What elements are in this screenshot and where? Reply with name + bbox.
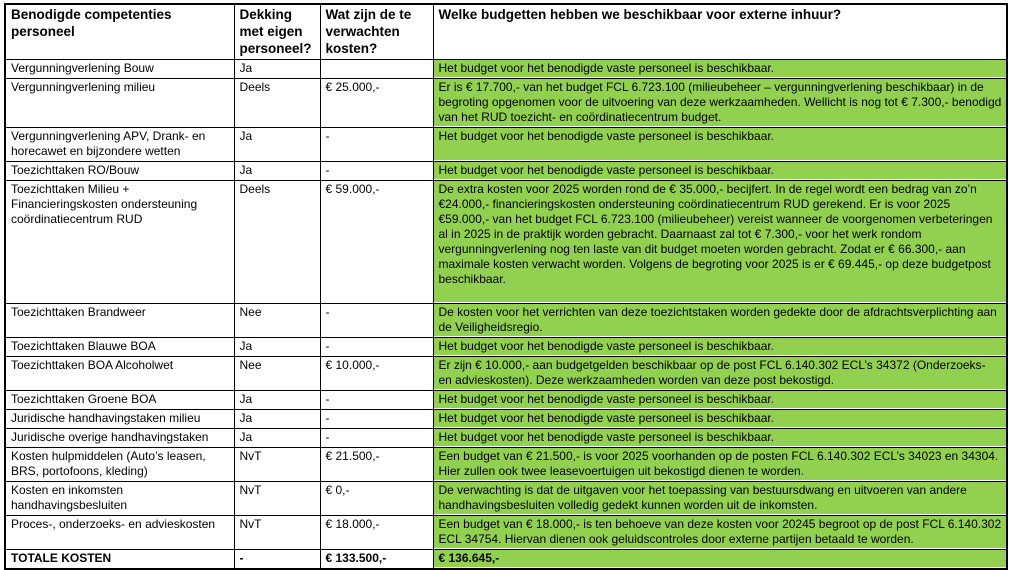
table-row (5, 338, 1007, 357)
cell-competentie: Toezichttaken Groene BOA (5, 391, 234, 410)
table-row (5, 410, 1007, 429)
col-header-kosten: Wat zijn de te verwachten kosten? (320, 4, 433, 60)
cell-kosten: - (320, 304, 433, 338)
cell-budget: Het budget voor het benodigde vaste personeel is beschikbaar. (433, 128, 1007, 162)
table-row (5, 482, 1007, 516)
cell-budget: Een budget van € 18.000,- is ten behoeve van deze kosten voor 20245 begroot op de post FCL 6.140.302 ECL 34754. Hiervan dienen ook geluidscontroles door externe partijen betaald te worden. (433, 516, 1007, 550)
table-row (5, 516, 1007, 550)
cell-budget: Het budget voor het benodigde vaste personeel is beschikbaar. (433, 391, 1007, 410)
cell-budget: De kosten voor het verrichten van deze toezichtstaken worden gedekte door de afdrachtsverplichting aan de Veiligheidsregio. (433, 304, 1007, 338)
table-row (5, 181, 1007, 304)
total-row (5, 550, 1007, 570)
table-row (5, 162, 1007, 181)
cell-dekking: Ja (234, 338, 320, 357)
cell-competentie: Toezichttaken Milieu + Financieringskosten ondersteuning coördinatiecentrum RUD (5, 181, 234, 304)
table-row (5, 79, 1007, 128)
cell-kosten: € 25.000,- (320, 79, 433, 128)
cell-dekking: NvT (234, 482, 320, 516)
table-row (5, 448, 1007, 482)
header-row (5, 4, 1007, 60)
cell-dekking: NvT (234, 516, 320, 550)
cell-budget: Het budget voor het benodigde vaste personeel is beschikbaar. (433, 429, 1007, 448)
cell-competentie: Juridische handhavingstaken milieu (5, 410, 234, 429)
table-row (5, 128, 1007, 162)
cell-competentie: Proces-, onderzoeks- en advieskosten (5, 516, 234, 550)
cell-budget: De verwachting is dat de uitgaven voor het toepassing van bestuursdwang en uitvoeren van andere handhavingsbesluiten volledig gedekt kunnen worden uit de inkomsten. (433, 482, 1007, 516)
cell-kosten: € 21.500,- (320, 448, 433, 482)
cell-budget: Er is € 17.700,- van het budget FCL 6.723.100 (milieubeheer – vergunningverlening beschikbaar) in de begroting opgenomen voor de uitvoering van deze werkzaamheden. Wellicht is nog tot € 7.300,- benodigd van het RUD toezicht- en coördinatiecentrum budget. (433, 79, 1007, 128)
cell-budget: Het budget voor het benodigde vaste personeel is beschikbaar. (433, 162, 1007, 181)
cell-competentie: Toezichttaken Brandweer (5, 304, 234, 338)
cell-dekking: Ja (234, 410, 320, 429)
cell-competentie: Toezichttaken RO/Bouw (5, 162, 234, 181)
cell-dekking: Ja (234, 128, 320, 162)
table-row (5, 391, 1007, 410)
cell-kosten: - (320, 128, 433, 162)
cell-dekking: Deels (234, 79, 320, 128)
cell-budget: Het budget voor het benodigde vaste personeel is beschikbaar. (433, 338, 1007, 357)
cell-budget: Het budget voor het benodigde vaste personeel is beschikbaar. (433, 410, 1007, 429)
col-header-competenties: Benodigde competenties personeel (5, 4, 234, 60)
cell-kosten: - (320, 429, 433, 448)
cell-dekking: Ja (234, 60, 320, 79)
cell-kosten: € 59.000,- (320, 181, 433, 304)
cell-total-dekking: - (234, 550, 320, 570)
cell-budget: Er zijn € 10.000,- aan budgetgelden beschikbaar op de post FCL 6.140.302 ECL’s 34372 (Onderzoeks- en advieskosten). Deze werkzaamheden worden van deze post bekostigd. (433, 357, 1007, 391)
table-row (5, 304, 1007, 338)
cell-dekking: Ja (234, 162, 320, 181)
cell-competentie: Vergunningverlening APV, Drank- en horecawet en bijzondere wetten (5, 128, 234, 162)
cell-budget: De extra kosten voor 2025 worden rond de € 35.000,- becijfert. In de regel wordt een bedrag van zo’n €24.000,- financieringskosten ondersteuning coördinatiecentrum RUD gerekend. Er is voor 2025 €59.000,- van het budget FCL 6.723.100 (milieubeheer) vereist wanneer de voorgenomen verbeteringen al in 2025 in de praktijk worden gebracht. Daarnaast zal tot € 7.300,- voor het werk rondom vergunningverlening nog ten laste van dit budget moeten worden gebracht. Zodat er € 66.300,- aan maximale kosten verwacht worden. Volgens de begroting voor 2025 is er € 69.445,- op deze budgetpost beschikbaar. (433, 181, 1007, 304)
cell-total-kosten: € 133.500,- (320, 550, 433, 570)
cell-competentie: Toezichttaken BOA Alcoholwet (5, 357, 234, 391)
budget-table (4, 3, 1008, 570)
cell-competentie: Vergunningverlening Bouw (5, 60, 234, 79)
table-row (5, 357, 1007, 391)
cell-kosten (320, 60, 433, 79)
cell-dekking: Ja (234, 391, 320, 410)
cell-total-budget: € 136.645,- (433, 550, 1007, 570)
cell-dekking: Deels (234, 181, 320, 304)
cell-budget: Het budget voor het benodigde vaste personeel is beschikbaar. (433, 60, 1007, 79)
cell-kosten: € 0,- (320, 482, 433, 516)
cell-competentie: Juridische overige handhavingstaken (5, 429, 234, 448)
cell-dekking: NvT (234, 448, 320, 482)
cell-competentie: Kosten en inkomsten handhavingsbesluiten (5, 482, 234, 516)
cell-dekking: Nee (234, 304, 320, 338)
cell-budget: Een budget van € 21.500,- is voor 2025 voorhanden op de posten FCL 6.140.302 ECL’s 34023 en 34304. Hier zullen ook twee leasevoertuigen uit bekostigd dienen te worden. (433, 448, 1007, 482)
cell-kosten: - (320, 410, 433, 429)
cell-competentie: Vergunningverlening milieu (5, 79, 234, 128)
table-row (5, 60, 1007, 79)
cell-kosten: - (320, 338, 433, 357)
cell-dekking: Ja (234, 429, 320, 448)
cell-dekking: Nee (234, 357, 320, 391)
cell-kosten: € 18.000,- (320, 516, 433, 550)
cell-kosten: € 10.000,- (320, 357, 433, 391)
cell-competentie: Kosten hulpmiddelen (Auto’s leasen, BRS, portofoons, kleding) (5, 448, 234, 482)
cell-kosten: - (320, 162, 433, 181)
col-header-budgetten: Welke budgetten hebben we beschikbaar voor externe inhuur? (433, 4, 1007, 60)
cell-competentie: Toezichttaken Blauwe BOA (5, 338, 234, 357)
col-header-dekking: Dekking met eigen personeel? (234, 4, 320, 60)
cell-total-label: TOTALE KOSTEN (5, 550, 234, 570)
table-row (5, 429, 1007, 448)
cell-kosten: - (320, 391, 433, 410)
